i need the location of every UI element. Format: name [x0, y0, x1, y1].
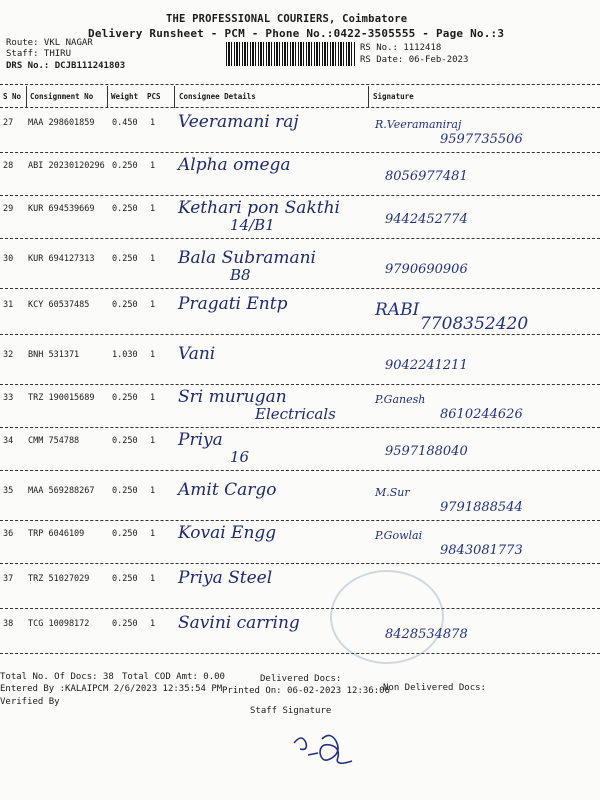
- row-consignment-no: ABI 20230120296: [28, 161, 105, 171]
- route-label: Route: VKL NAGAR: [6, 38, 93, 48]
- row-weight: 0.250: [112, 300, 138, 310]
- col-header-pcs: PCS: [147, 92, 161, 101]
- table-row: [0, 428, 600, 468]
- row-signature-phone: 9597188040: [385, 444, 468, 459]
- row-signature-name: RABI: [375, 300, 420, 320]
- col-header-consignment: Consignment No: [30, 92, 94, 101]
- verified-by: Verified By: [0, 697, 60, 707]
- row-consignment-no: MAA 569288267: [28, 486, 95, 496]
- row-sno: 31: [3, 300, 14, 310]
- row-signature-name: P.Ganesh: [375, 393, 426, 406]
- row-weight: 0.250: [112, 436, 138, 446]
- row-consignee-name: Kethari pon Sakthi: [178, 198, 340, 218]
- row-consignment-no: BNH 531371: [28, 350, 80, 360]
- row-sno: 32: [3, 350, 14, 360]
- row-divider: [0, 608, 600, 609]
- row-signature-phone: 9791888544: [440, 500, 523, 515]
- staff-signature-scribble: [290, 725, 360, 770]
- row-consignee-detail: 16: [230, 448, 250, 466]
- row-pcs: 1: [150, 161, 156, 171]
- row-sno: 28: [3, 161, 14, 171]
- row-consignee-detail: Electricals: [255, 405, 336, 423]
- row-consignee-name: Kovai Engg: [178, 523, 277, 543]
- row-weight: 0.250: [112, 619, 138, 629]
- delivered-docs: Delivered Docs:: [260, 674, 342, 684]
- entered-by: Entered By :KALAIPCM 2/6/2023 12:35:54 PM: [0, 684, 223, 694]
- table-row: [0, 566, 600, 606]
- row-consignee-name: Priya Steel: [178, 568, 273, 588]
- total-cod: Total COD Amt: 0.00: [122, 672, 225, 682]
- row-divider: [0, 653, 600, 654]
- row-consignment-no: TCG 10098172: [28, 619, 90, 629]
- row-consignee-name: Vani: [178, 344, 216, 364]
- row-pcs: 1: [150, 436, 156, 446]
- row-pcs: 1: [150, 486, 156, 496]
- table-row: [0, 153, 600, 193]
- row-consignment-no: TRZ 190015689: [28, 393, 95, 403]
- row-weight: 1.030: [112, 350, 138, 360]
- row-signature-phone: 8610244626: [440, 407, 523, 422]
- row-sno: 35: [3, 486, 14, 496]
- row-weight: 0.250: [112, 529, 138, 539]
- row-sno: 30: [3, 254, 14, 264]
- row-weight: 0.250: [112, 486, 138, 496]
- row-sno: 38: [3, 619, 14, 629]
- row-divider: [0, 288, 600, 289]
- row-sno: 29: [3, 204, 14, 214]
- row-weight: 0.250: [112, 393, 138, 403]
- row-sno: 34: [3, 436, 14, 446]
- row-signature-phone: 7708352420: [420, 314, 529, 334]
- col-divider: [174, 86, 175, 108]
- row-consignment-no: KCY 60537485: [28, 300, 90, 310]
- row-pcs: 1: [150, 529, 156, 539]
- row-consignment-no: TRZ 51027029: [28, 574, 90, 584]
- row-consignment-no: CMM 754788: [28, 436, 80, 446]
- courier-stamp: [330, 570, 444, 664]
- row-signature-phone: 9597735506: [440, 132, 523, 147]
- row-pcs: 1: [150, 300, 156, 310]
- row-signature-phone: 9442452774: [385, 212, 468, 227]
- row-signature-phone: 9843081773: [440, 543, 523, 558]
- barcode: [226, 42, 356, 66]
- row-divider: [0, 334, 600, 335]
- row-pcs: 1: [150, 254, 156, 264]
- row-consignee-name: Priya: [178, 430, 223, 450]
- col-divider: [107, 86, 108, 108]
- row-sno: 33: [3, 393, 14, 403]
- row-consignment-no: KUR 694539669: [28, 204, 95, 214]
- row-consignee-name: Alpha omega: [178, 155, 291, 175]
- row-pcs: 1: [150, 350, 156, 360]
- row-consignee-name: Veeramani raj: [178, 112, 299, 132]
- rs-date: RS Date: 06-Feb-2023: [360, 55, 469, 65]
- row-sno: 36: [3, 529, 14, 539]
- row-consignee-name: Bala Subramani: [178, 248, 316, 268]
- row-consignment-no: KUR 694127313: [28, 254, 95, 264]
- header-rule-bottom: [0, 107, 600, 108]
- row-signature-phone: 9042241211: [385, 358, 468, 373]
- staff-label: Staff: THIRU: [6, 49, 72, 59]
- row-signature-phone: 8056977481: [385, 169, 468, 184]
- row-pcs: 1: [150, 574, 156, 584]
- drs-number: DRS No.: DCJB111241803: [6, 61, 126, 71]
- header-rule-top: [0, 84, 600, 85]
- printed-on: Printed On: 06-02-2023 12:36:06: [222, 686, 390, 696]
- row-divider: [0, 563, 600, 564]
- non-delivered-docs: Non Delivered Docs:: [383, 683, 486, 693]
- row-consignment-no: TRP 6046109: [28, 529, 85, 539]
- col-divider: [368, 86, 369, 108]
- row-divider: [0, 470, 600, 471]
- row-weight: 0.250: [112, 161, 138, 171]
- table-row: [0, 342, 600, 382]
- row-weight: 0.250: [112, 204, 138, 214]
- col-header-consignee: Consignee Details: [179, 92, 256, 101]
- row-weight: 0.250: [112, 574, 138, 584]
- row-divider: [0, 238, 600, 239]
- row-signature-phone: 9790690906: [385, 262, 468, 277]
- row-signature-name: R.Veeramaniraj: [375, 118, 462, 131]
- total-docs: Total No. Of Docs: 38: [0, 672, 114, 682]
- row-signature-phone: 8428534878: [385, 627, 468, 642]
- col-header-weight: Weight: [111, 92, 139, 101]
- row-consignee-detail: B8: [230, 266, 251, 284]
- row-pcs: 1: [150, 619, 156, 629]
- row-weight: 0.250: [112, 254, 138, 264]
- row-signature-name: P.Gowlai: [375, 529, 423, 542]
- row-consignee-name: Savini carring: [178, 613, 300, 633]
- row-consignee-name: Sri murugan: [178, 387, 287, 407]
- col-header-sno: S No: [3, 92, 22, 101]
- row-pcs: 1: [150, 204, 156, 214]
- runsheet-subtitle: Delivery Runsheet - PCM - Phone No.:0422-3505555 - Page No.:3: [88, 27, 505, 40]
- row-consignment-no: MAA 298601859: [28, 118, 95, 128]
- col-divider: [26, 86, 27, 108]
- rs-number: RS No.: 1112418: [360, 43, 442, 53]
- row-weight: 0.450: [112, 118, 138, 128]
- row-sno: 27: [3, 118, 14, 128]
- row-consignee-name: Amit Cargo: [178, 480, 277, 500]
- row-signature-name: M.Sur: [375, 486, 410, 499]
- company-title: THE PROFESSIONAL COURIERS, Coimbatore: [166, 13, 408, 25]
- row-consignee-detail: 14/B1: [230, 216, 275, 234]
- row-pcs: 1: [150, 118, 156, 128]
- col-header-signature: Signature: [373, 92, 414, 101]
- staff-signature-label: Staff Signature: [250, 706, 332, 716]
- row-pcs: 1: [150, 393, 156, 403]
- table-row: [0, 611, 600, 651]
- row-sno: 37: [3, 574, 14, 584]
- row-consignee-name: Pragati Entp: [178, 294, 288, 314]
